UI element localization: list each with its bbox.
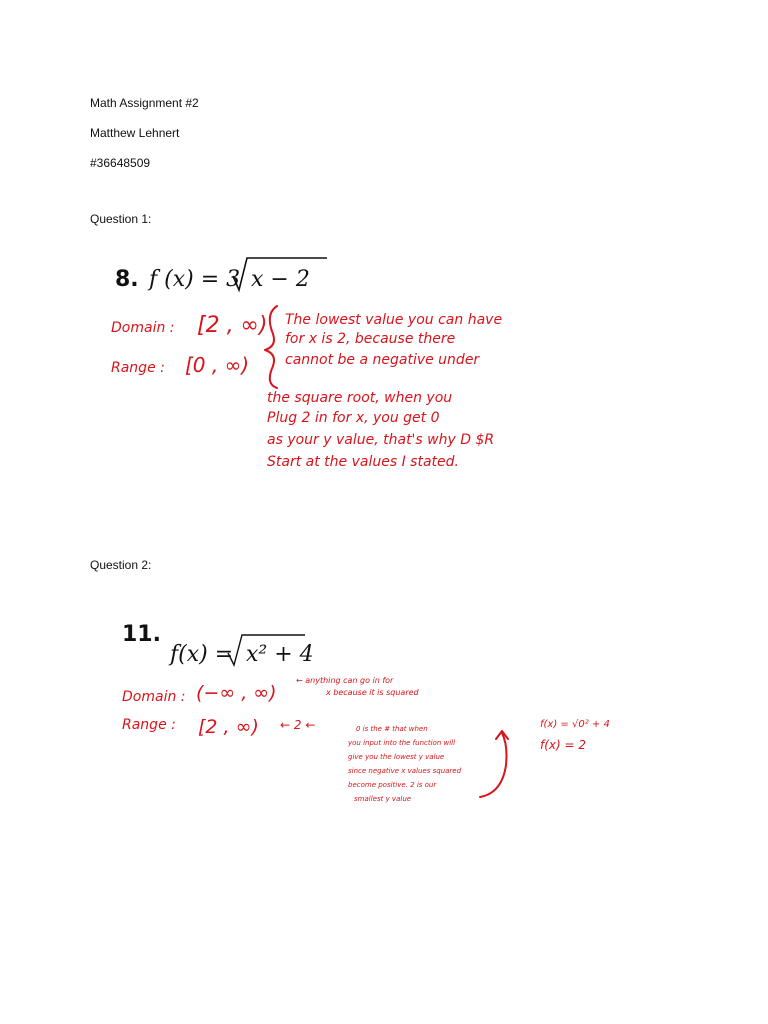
q1-range-value: [0 , ∞): [185, 353, 250, 377]
question-2-label: Question 2:: [90, 558, 152, 572]
q1-range-label: Range :: [111, 360, 165, 376]
q2-range-label: Range :: [122, 717, 176, 733]
q2-range-note: you input into the function will: [348, 739, 456, 747]
q1-explanation-line: for x is 2, because there: [285, 331, 456, 347]
problem-11-equation: f(x) =: [170, 642, 234, 667]
q1-domain-label: Domain :: [111, 320, 175, 336]
q1-explanation-line: as your y value, that's why D $R: [267, 432, 495, 448]
q2-calc-line: f(x) = √0² + 4: [540, 719, 610, 730]
q2-domain-label: Domain :: [122, 689, 186, 705]
q1-explanation-line: The lowest value you can have: [285, 312, 503, 328]
q2-calc-line: f(x) = 2: [540, 738, 587, 752]
assignment-title: Math Assignment #2: [90, 96, 199, 110]
q2-range-note: 0 is the # that when: [356, 725, 428, 733]
q2-range-arrow: ← 2 ←: [280, 718, 316, 732]
q1-explanation-line: the square root, when you: [267, 390, 453, 406]
q1-explanation-line: Plug 2 in for x, you get 0: [267, 410, 440, 426]
q1-explanation-line: Start at the values I stated.: [267, 454, 459, 470]
q2-range-value: [2 , ∞): [198, 716, 259, 738]
problem-8-equation: f (x) = 3: [149, 267, 241, 292]
q2-range-note: give you the lowest y value: [348, 753, 445, 761]
q2-range-note: become positive. 2 is our: [348, 781, 437, 789]
problem-11-number: 11.: [122, 622, 161, 647]
q1-explanation-line: cannot be a negative under: [285, 352, 480, 368]
problem-11-radicand: x² + 4: [246, 642, 314, 667]
student-id: #36648509: [90, 156, 151, 170]
problem-8-radicand: x − 2: [251, 267, 310, 292]
question-1-work-image: [105, 250, 525, 490]
problem-8-number: 8.: [115, 267, 139, 292]
q2-range-note: since negative x values squared: [348, 767, 462, 775]
q2-domain-note: ← anything can go in for: [296, 676, 394, 685]
author-name: Matthew Lehnert: [90, 126, 180, 140]
q2-domain-value: (−∞ , ∞): [196, 682, 277, 704]
q2-range-note: smallest y value: [354, 795, 412, 803]
q2-domain-note: x because it is squared: [326, 688, 419, 697]
curved-arrow-icon: [480, 733, 507, 797]
question-2-work-image: [110, 615, 650, 820]
q1-domain-value: [2 , ∞): [197, 313, 268, 338]
question-1-label: Question 1:: [90, 212, 152, 226]
